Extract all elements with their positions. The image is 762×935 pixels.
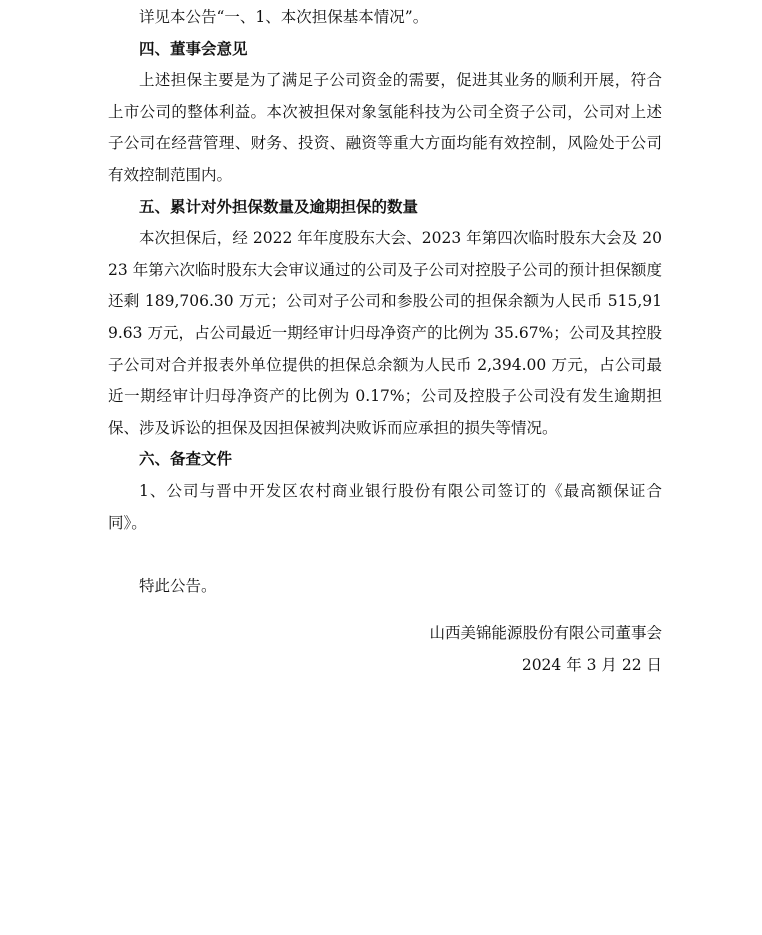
section-reference-documents (108, 444, 662, 539)
section-heading: 四、董事会意见 (139, 39, 248, 58)
blank-line (108, 539, 662, 571)
closing-text: 特此公告。 (139, 576, 217, 595)
section-paragraph: 本次担保后，经 2022 年年度股东大会、2023 年第四次临时股东大会及 2023 年第六次临时股东大会审议通过的公司及子公司对控股子公司的预计担保额度还剩 189,706.30 万元；公司对子公司和参股公司的担保余额为人民币 515,919.63 万元，占公司最近一期经审计归母净资产的比例为 35.67%；公司及其控股子公司对合并报表外单位提供的担保总余额为人民币 2,394.00 万元，占公司最近一期经审计归母净资产的比例为 0.17%；公司及控股子公司没有发生逾期担保、涉及诉讼的担保及因担保被判决败诉而应承担的损失等情况。 (108, 229, 662, 437)
signature-date: 2024 年 3 月 22 日 (521, 655, 662, 674)
section-paragraph: 1、公司与晋中开发区农村商业银行股份有限公司签订的《最高额保证合同》。 (108, 481, 662, 532)
signature-block (108, 618, 662, 681)
section-heading: 五、累计对外担保数量及逾期担保的数量 (139, 197, 419, 216)
section-paragraph: 上述担保主要是为了满足子公司资金的需要，促进其业务的顺利开展，符合上市公司的整体利益。本次被担保对象氢能科技为公司全资子公司，公司对上述子公司在经营管理、财务、投资、融资等重大方面均能有效控制，风险处于公司有效控制范围内。 (108, 71, 662, 184)
section-cumulative-guarantee (108, 192, 662, 445)
section-board-opinion (108, 34, 662, 192)
continuation-text: 详见本公告“一、1、本次担保基本情况”。 (139, 8, 429, 26)
document-page (108, 0, 662, 681)
section-heading: 六、备查文件 (139, 450, 233, 469)
signature-company: 山西美锦能源股份有限公司董事会 (429, 624, 662, 643)
